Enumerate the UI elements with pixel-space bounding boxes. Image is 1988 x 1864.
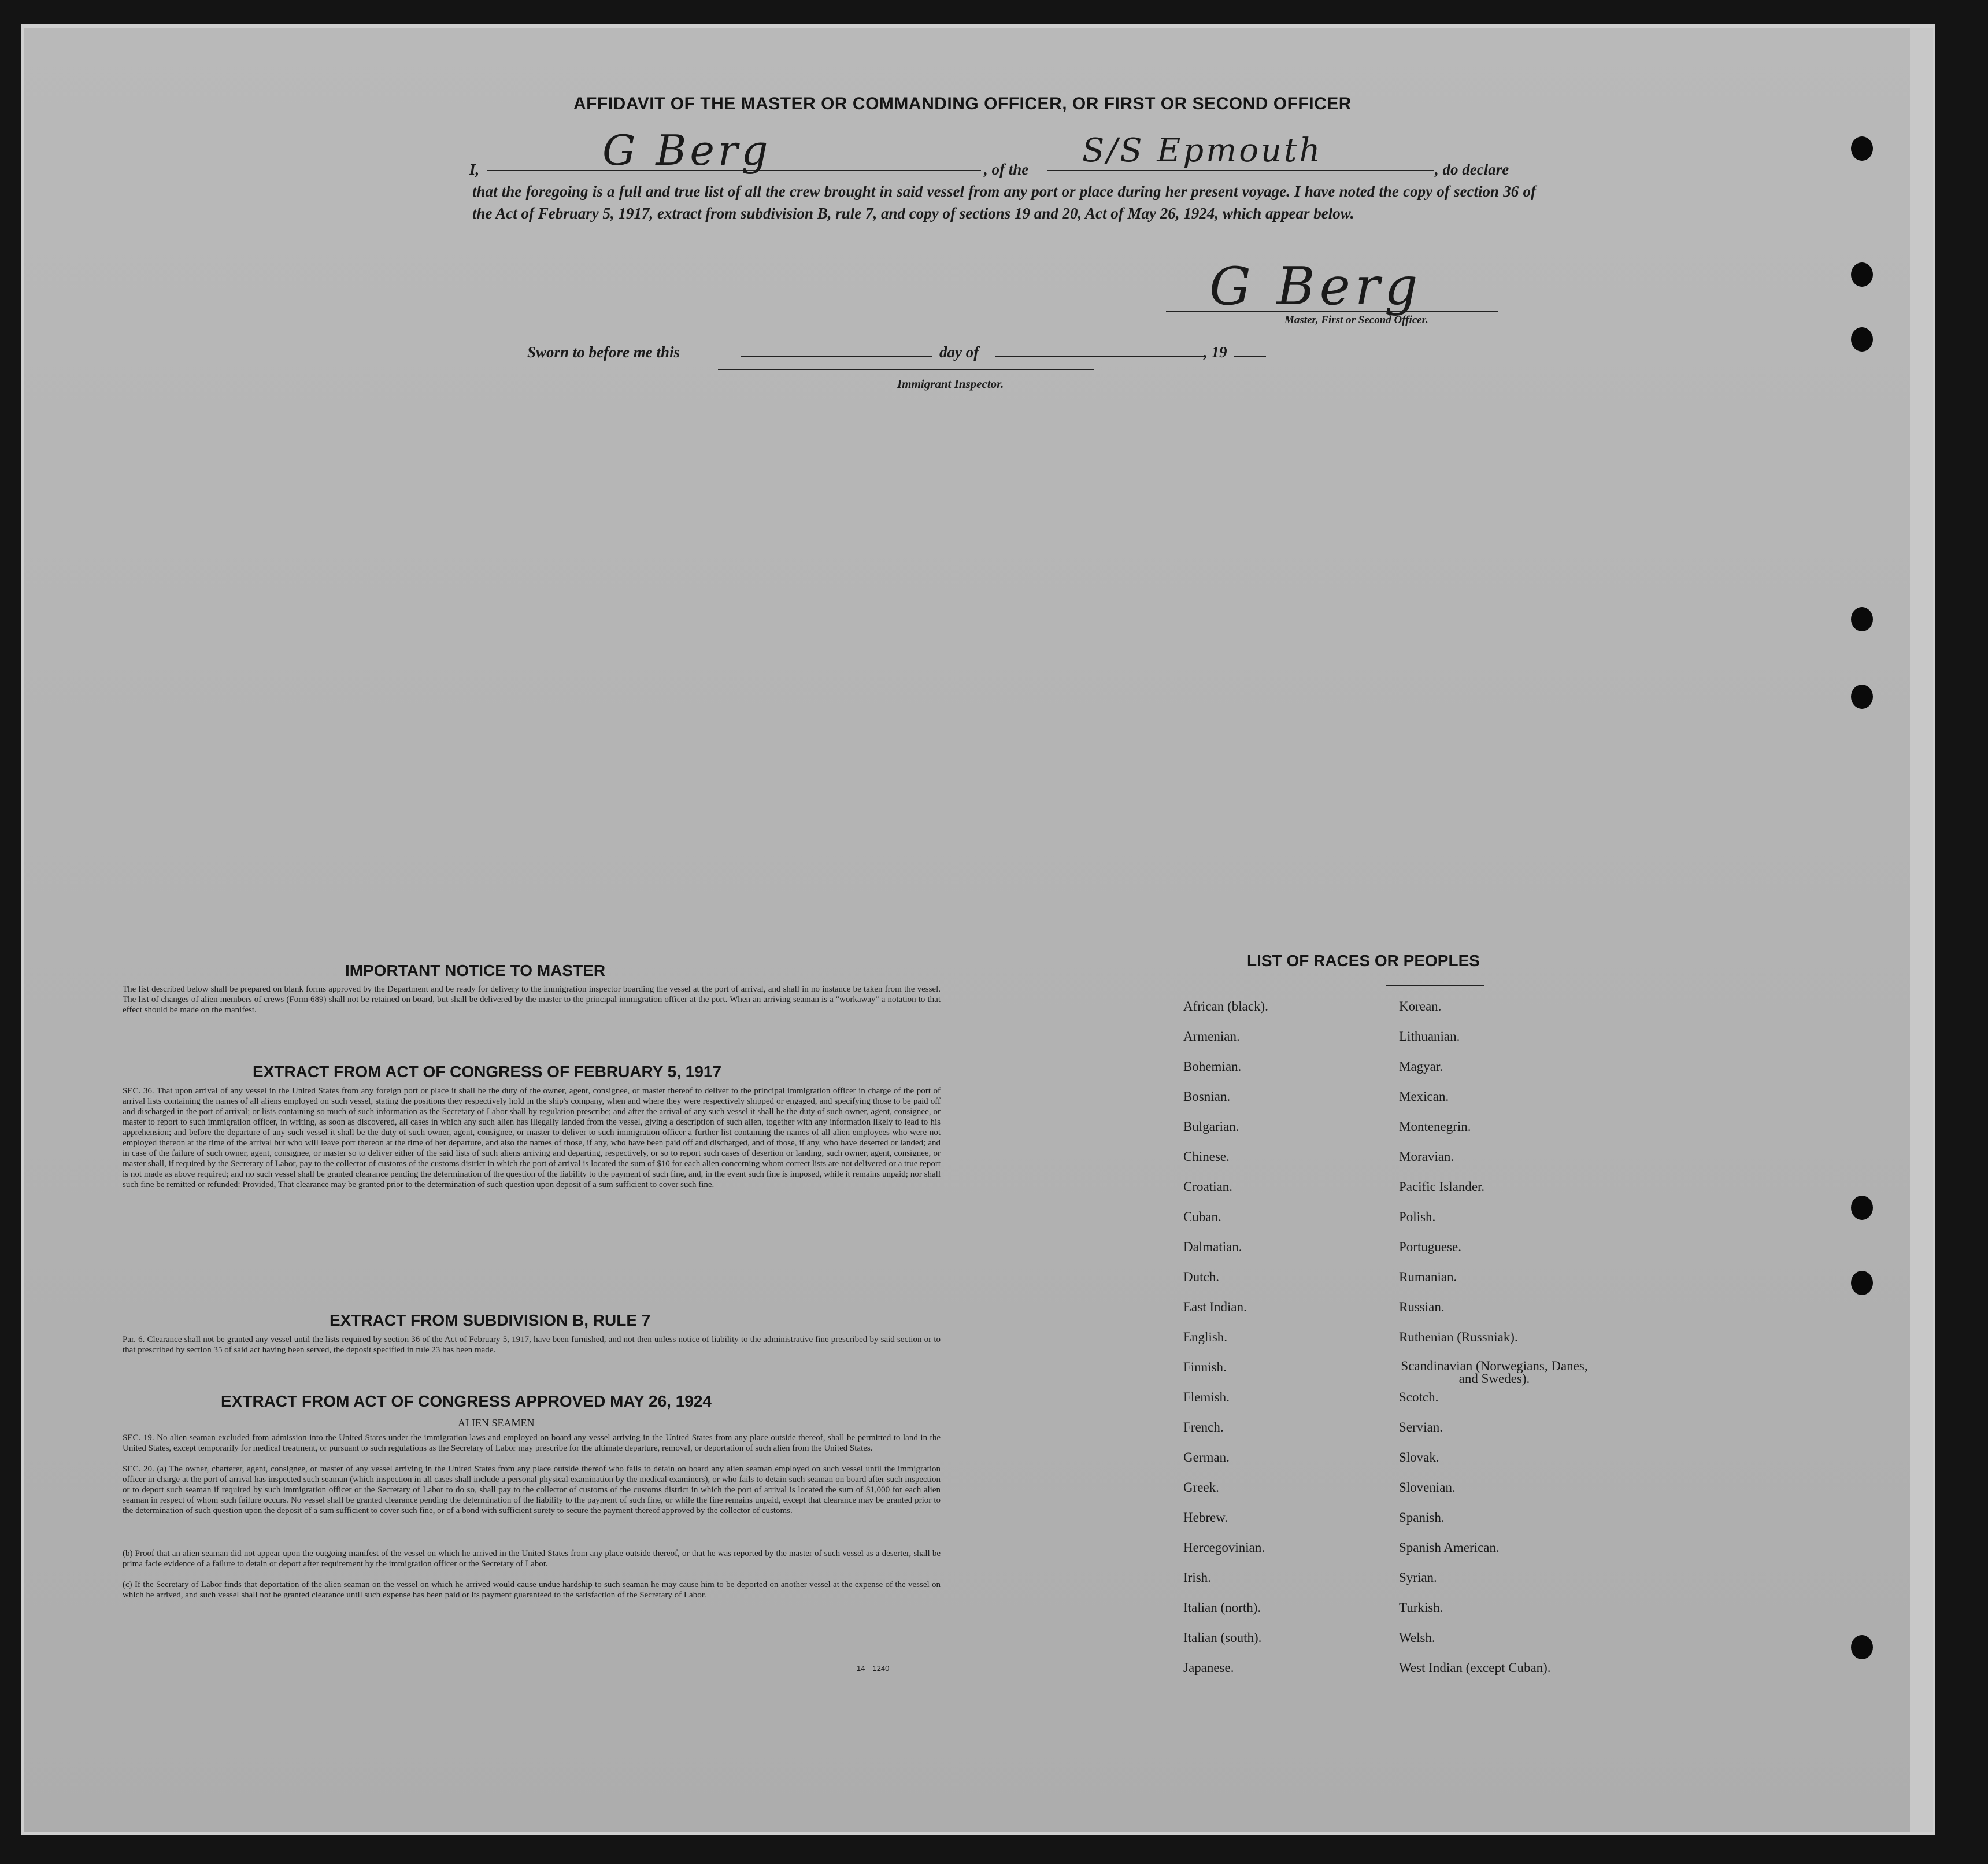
- race-item: Japanese.: [1183, 1660, 1234, 1675]
- document-sheet: [24, 28, 1932, 1832]
- race-item: West Indian (except Cuban).: [1399, 1660, 1551, 1675]
- races-left-column: [1183, 999, 1268, 1691]
- race-item: German.: [1183, 1450, 1230, 1464]
- form-number: 14—1240: [857, 1664, 890, 1673]
- race-item: Lithuanian.: [1399, 1029, 1460, 1044]
- day-of-label: day of: [939, 343, 979, 361]
- race-item: Croatian.: [1183, 1179, 1232, 1194]
- i-label: I,: [469, 161, 480, 178]
- punch-hole: [1851, 327, 1873, 352]
- affidavit-body: that the foregoing is a full and true list of all the crew brought in said vessel from any port or place during her present voyage. I have noted the copy of section 36 of the Act of February 5, 1917, extract from subdivision B, rule 7, and copy of sections 19 and 20, Act of May 26, 1924, which appear below.: [472, 183, 1536, 222]
- race-item: Dalmatian.: [1183, 1240, 1242, 1254]
- do-declare-label: , do declare: [1435, 161, 1509, 178]
- race-item: Irish.: [1183, 1570, 1211, 1585]
- sworn-month-line: [995, 356, 1204, 357]
- race-item: Servian.: [1399, 1420, 1443, 1434]
- inspector-signature-line: [718, 369, 1094, 370]
- race-item: Slovenian.: [1399, 1480, 1456, 1495]
- extract-1924-sec20c: (c) If the Secretary of Labor finds that deportation of the alien seaman on the vessel on which he arrived would cause undue hardship to such seaman he may cause him to be deported on another vessel at the expense of the vessel on which he arrived, and such vessel shall not be granted clearance until such expense has been paid or its payment guaranteed to the satisfaction of the Secretary of Labor.: [123, 1580, 941, 1600]
- race-item: Korean.: [1399, 999, 1442, 1014]
- race-item: Turkish.: [1399, 1600, 1443, 1615]
- race-item: Greek.: [1183, 1480, 1219, 1495]
- punch-hole: [1851, 1271, 1873, 1295]
- subdivision-b-heading: EXTRACT FROM SUBDIVISION B, RULE 7: [330, 1311, 651, 1329]
- punch-hole: [1851, 685, 1873, 709]
- race-item: Chinese.: [1183, 1149, 1230, 1164]
- race-item: Russian.: [1399, 1300, 1445, 1314]
- alien-seamen-subheading: ALIEN SEAMEN: [458, 1417, 535, 1429]
- race-item: Welsh.: [1399, 1630, 1435, 1645]
- race-item: Pacific Islander.: [1399, 1179, 1485, 1194]
- race-item: Magyar.: [1399, 1059, 1443, 1074]
- race-item: African (black).: [1183, 999, 1268, 1014]
- races-heading: LIST OF RACES OR PEOPLES: [1247, 952, 1480, 970]
- race-item: East Indian.: [1183, 1300, 1247, 1314]
- race-item: Rumanian.: [1399, 1270, 1457, 1284]
- race-item: Finnish.: [1183, 1360, 1227, 1374]
- race-item: Bosnian.: [1183, 1089, 1231, 1104]
- of-the-label: , of the: [984, 161, 1029, 178]
- master-name-handwriting: G Berg: [602, 126, 772, 175]
- race-item: English.: [1183, 1330, 1228, 1344]
- extract-1924-heading: EXTRACT FROM ACT OF CONGRESS APPROVED MAY 26, 1924: [221, 1392, 712, 1410]
- races-right-column: [1399, 999, 1590, 1691]
- race-item: Armenian.: [1183, 1029, 1240, 1044]
- extract-1917-heading: EXTRACT FROM ACT OF CONGRESS OF FEBRUARY 5, 1917: [253, 1063, 722, 1081]
- affidavit-heading: AFFIDAVIT OF THE MASTER OR COMMANDING OFFICER, OR FIRST OR SECOND OFFICER: [573, 94, 1352, 113]
- race-item: Spanish American.: [1399, 1540, 1500, 1555]
- race-item: Portuguese.: [1399, 1240, 1461, 1254]
- race-item: Slovak.: [1399, 1450, 1439, 1464]
- subdivision-b-text: Par. 6. Clearance shall not be granted any vessel until the lists required by section 36 of the Act of February 5, 1917, have been furnished, and not then unless notice of liability to the administrative fine prescribed by said section or to that prescribed by section 35 of said act having been served, the deposit specified in rule 23 has been made.: [123, 1335, 941, 1355]
- punch-hole: [1851, 1635, 1873, 1659]
- right-page-edge: [1910, 28, 1933, 1832]
- vessel-name-line: [1047, 170, 1434, 171]
- sworn-day-line: [741, 356, 932, 357]
- race-item: Polish.: [1399, 1210, 1436, 1224]
- race-item: French.: [1183, 1420, 1224, 1434]
- race-item: Scandinavian (Norwegians, Danes, and Swedes).: [1401, 1359, 1588, 1386]
- punch-hole: [1851, 136, 1873, 161]
- race-item: Hercegovinian.: [1183, 1540, 1265, 1555]
- inspector-caption: Immigrant Inspector.: [897, 377, 1004, 391]
- race-item: Italian (south).: [1183, 1630, 1262, 1645]
- race-item: Scotch.: [1399, 1390, 1439, 1404]
- notice-heading: IMPORTANT NOTICE TO MASTER: [345, 961, 606, 979]
- race-item: Spanish.: [1399, 1510, 1445, 1525]
- year-label: , 19: [1204, 343, 1227, 361]
- race-item: Flemish.: [1183, 1390, 1230, 1404]
- races-heading-rule: [1386, 985, 1484, 986]
- race-item: Moravian.: [1399, 1149, 1454, 1164]
- race-item: Cuban.: [1183, 1210, 1221, 1224]
- officer-signature: G Berg: [1209, 256, 1423, 317]
- extract-1924-sec20b: (b) Proof that an alien seaman did not appear upon the outgoing manifest of the vessel on which he arrived in the United States from any place outside thereof, or that he was reported by the master of such vessel as a deserter, shall be prima facie evidence of a failure to detain or deport after requirement by the immigration officer or the Secretary of Labor.: [123, 1549, 941, 1569]
- extract-1917-text: SEC. 36. That upon arrival of any vessel in the United States from any foreign port or place it shall be the duty of the owner, agent, consignee, or master thereof to deliver to the principal immigration officer in charge of the port of arrival lists containing the names of all aliens employed on such vessel, stating the positions they respectively hold in the ship's company, when and where they were respectively shipped or engaged, and specifying those to be paid off and discharged in the port of arrival; or lists containing so much of such information as the Secretary of Labor shall by regulation prescribe; and after the arrival of any such vessel it shall be the duty of such owner, agent, consignee, or master to report to such immigration officer, in writing, as soon as discovered, all cases in which any such alien has illegally landed from the vessel, giving a description of such alien, together with any information likely to lead to his apprehension; and before the departure of any such vessel it shall be the duty of such owner, agent, consignee, or master to deliver to such immigration officer a further list containing the names of all alien employees who were not employed thereon at the time of the arrival but who will leave port thereon at the time of her departure, and also the names of those, if any, who have been paid off and discharged, and of those, if any, who have deserted or landed; and in case of the failure of such owner, agent, consignee, or master so to deliver either of the said lists of such aliens arriving and departing, respectively, or so to report such cases of desertion or landing, such owner, agent, consignee, or master shall, if required by the Secretary of Labor, pay to the collector of customs of the customs district in which the port of arrival is located the sum of $10 for each alien concerning whom correct lists are not delivered or a true report is not made as above required; and no such vessel shall be granted clearance pending the determination of the question of the liability to the payment of such fine, and, in the event such fine is imposed, while it remains unpaid; nor shall such fine be remitted or refunded: Provided, That clearance may be granted prior to the determination of such question upon deposit of a sum sufficient to cover such fine.: [123, 1086, 941, 1189]
- race-item: Bohemian.: [1183, 1059, 1242, 1074]
- notice-text: The list described below shall be prepared on blank forms approved by the Department and be ready for delivery to the immigration inspector boarding the vessel at the port of arrival, and shall in no instance be taken from the vessel. The list of changes of alien members of crews (Form 689) shall not be retained on board, but shall be delivered by the master to the principal immigration officer at the port. When an arriving seaman is a "workaway" a notation to that effect should be made on the manifest.: [123, 985, 941, 1015]
- extract-1924-sec19: SEC. 19. No alien seaman excluded from admission into the United States under the immigration laws and employed on board any vessel arriving in the United States from any place outside thereof, shall be permitted to land in the United States, except temporarily for medical treatment, or pursuant to such regulations as the Secretary of Labor may prescribe for the ultimate departure, removal, or deportation of such alien from the United States.: [123, 1433, 941, 1453]
- punch-hole: [1851, 607, 1873, 631]
- punch-hole: [1851, 262, 1873, 287]
- race-item: Mexican.: [1399, 1089, 1449, 1104]
- extract-1924-sec20a: SEC. 20. (a) The owner, charterer, agent, consignee, or master of any vessel arriving in the United States from any place outside thereof who fails to detain on board any alien seaman employed on such vessel until the immigration officer in charge at the port of arrival has inspected such seaman (which inspection in all cases shall include a personal physical examination by the medical examiners), or who fails to detain such seaman on board after such inspection or to deport such seaman if required by such immigration officer or the Secretary of Labor to do so, shall pay to the collector of customs of the customs district in which the port of arrival is located the sum of $1,000 for each alien seaman in respect of whom such failure occurs. No vessel shall be granted clearance pending the determination of the liability to the payment of such fine, or while the fine remains unpaid, except that clearance may be granted prior to the determination of such question upon the deposit of a sum sufficient to cover such fine, or of a bond with sufficient surety to secure the payment thereof approved by the collector of customs.: [123, 1464, 941, 1515]
- race-item: Hebrew.: [1183, 1510, 1228, 1525]
- race-item: Italian (north).: [1183, 1600, 1261, 1615]
- vessel-name-handwriting: S/S Epmouth: [1082, 132, 1323, 169]
- sworn-year-line: [1234, 356, 1266, 357]
- race-item: Bulgarian.: [1183, 1119, 1239, 1134]
- race-item: Montenegrin.: [1399, 1119, 1471, 1134]
- race-item: Ruthenian (Russniak).: [1399, 1330, 1518, 1344]
- punch-hole: [1851, 1196, 1873, 1220]
- signature-line: [1166, 311, 1498, 312]
- signature-caption: Master, First or Second Officer.: [1284, 314, 1428, 326]
- race-item: Dutch.: [1183, 1270, 1219, 1284]
- sworn-label: Sworn to before me this: [527, 343, 680, 361]
- race-item: Syrian.: [1399, 1570, 1437, 1585]
